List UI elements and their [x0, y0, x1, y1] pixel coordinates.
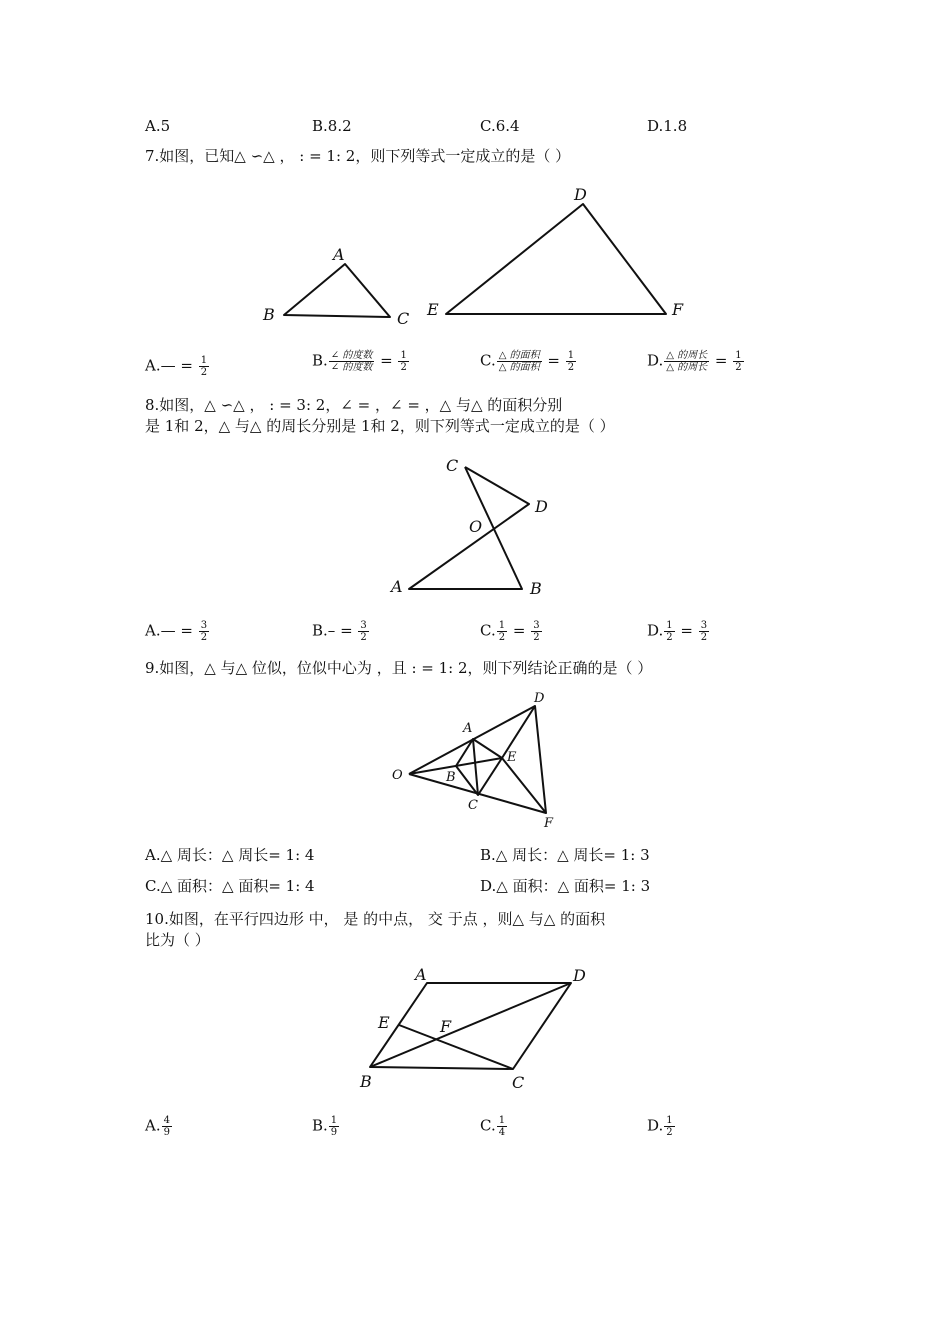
numerator: 4 [163, 1115, 170, 1126]
equals: = [542, 351, 560, 370]
denominator: △ 的面积 [498, 362, 540, 373]
q9-stem: 9.如图，△ 与△ 位似，位似中心为 ，且 : = 1: 2，则下列结论正确的是（ ） [145, 659, 653, 677]
denominator: ∠ 的度数 [330, 362, 373, 373]
denominator: △ 的周长 [666, 362, 708, 373]
numerator: 3 [533, 620, 540, 631]
fraction [162, 1115, 172, 1138]
label-c: C [468, 798, 478, 813]
fraction [664, 1115, 674, 1138]
denominator: 2 [498, 632, 506, 643]
numerator: 1 [735, 350, 742, 361]
numerator: 1 [666, 1115, 673, 1126]
numerator: 3 [360, 620, 367, 631]
q9-option-c: C.△ 面积：△ 面积= 1: 4 [145, 877, 315, 895]
option-expr: — = [160, 356, 193, 375]
option-prefix: A. [145, 356, 161, 375]
option-prefix: B. [312, 621, 328, 640]
numerator: 3 [700, 620, 708, 631]
label-a: A [333, 245, 345, 264]
option-prefix: B. [312, 1116, 328, 1135]
denominator: 2 [533, 632, 540, 643]
label-f: F [672, 300, 684, 319]
option-prefix: C. [480, 1116, 496, 1135]
equals: = [675, 621, 693, 640]
label-e: E [378, 1013, 390, 1032]
q10-stem-line1: 10.如图，在平行四边形 中， 是 的中点， 交 于点 ，则△ 与△ 的面积 [145, 910, 606, 928]
denominator: 2 [700, 632, 708, 643]
numerator: 1 [567, 350, 575, 361]
label-c: C [446, 456, 459, 475]
q6-option-d: D.1.8 [647, 117, 688, 135]
denominator: 4 [498, 1127, 506, 1138]
q6-option-c: C.6.4 [480, 117, 520, 135]
denominator: 2 [200, 632, 208, 643]
q10-option-d [647, 1115, 676, 1138]
q7-stem: 7.如图，已知△ ∽△ ， : = 1: 2，则下列等式一定成立的是（ ） [145, 147, 571, 165]
label-d: D [534, 691, 545, 706]
numerator: 1 [330, 1115, 338, 1126]
numerator: ∠ 的度数 [330, 350, 373, 361]
denominator: 2 [567, 362, 575, 373]
q9-option-b: B.△ 周长：△ 周长= 1: 3 [480, 846, 650, 864]
numerator: △ 的面积 [498, 350, 540, 361]
label-b: B [263, 305, 275, 324]
q8-stem-line2: 是 1和 2，△ 与△ 的周长分别是 1和 2，则下列等式一定成立的是（ ） [145, 417, 615, 435]
denominator: 2 [666, 1127, 673, 1138]
option-prefix: D. [647, 1116, 664, 1135]
option-prefix: B. [312, 351, 328, 370]
q6-option-a: A.5 [145, 117, 171, 135]
numerator: 1 [200, 355, 208, 366]
denominator: 2 [400, 362, 407, 373]
label-e: E [427, 300, 439, 319]
label-b: B [530, 579, 542, 598]
label-c: C [397, 309, 410, 328]
numerator: 1 [666, 620, 673, 631]
denominator: 9 [163, 1127, 170, 1138]
option-prefix: C. [480, 351, 496, 370]
equals: = [375, 351, 393, 370]
option-prefix: D. [647, 351, 664, 370]
option-prefix: A. [145, 1116, 161, 1135]
q10-option-c [480, 1115, 508, 1138]
label-o: O [392, 768, 403, 783]
numerator: 1 [498, 620, 506, 631]
option-prefix: D. [647, 621, 664, 640]
fraction [329, 1115, 339, 1138]
numerator: 1 [400, 350, 407, 361]
denominator: 2 [200, 367, 208, 378]
option-prefix: A. [145, 621, 161, 640]
denominator: 2 [360, 632, 367, 643]
label-f: F [440, 1017, 452, 1036]
label-d: D [573, 966, 586, 985]
numerator: △ 的周长 [666, 350, 708, 361]
equals: = [710, 351, 728, 370]
denominator: 2 [666, 632, 673, 643]
label-o: O [469, 517, 483, 536]
q10-option-b [312, 1115, 340, 1138]
q6-option-b: B.8.2 [312, 117, 352, 135]
option-expr: — = [160, 621, 193, 640]
label-c: C [512, 1073, 525, 1092]
denominator: 2 [735, 362, 742, 373]
option-prefix: C. [480, 621, 496, 640]
label-a: A [415, 965, 427, 984]
option-expr: – = [327, 621, 353, 640]
q9-option-d: D.△ 面积：△ 面积= 1: 3 [480, 877, 651, 895]
equals: = [508, 621, 526, 640]
denominator: 9 [330, 1127, 338, 1138]
label-b: B [446, 770, 456, 785]
label-a: A [463, 721, 473, 736]
fraction [497, 1115, 507, 1138]
label-e: E [507, 750, 517, 765]
q10-option-a [145, 1115, 173, 1138]
label-a: A [391, 577, 403, 596]
label-d: D [535, 497, 548, 516]
label-f: F [544, 816, 554, 831]
q10-stem-line2: 比为（ ） [145, 931, 210, 949]
numerator: 3 [200, 620, 208, 631]
label-d: D [574, 185, 587, 204]
q9-option-a: A.△ 周长：△ 周长= 1: 4 [145, 846, 315, 864]
label-b: B [360, 1072, 372, 1091]
numerator: 1 [498, 1115, 506, 1126]
q8-stem-line1: 8.如图，△ ∽△ ， : = 3: 2，∠ = ，∠ = ，△ 与△ 的面积分别 [145, 396, 563, 414]
